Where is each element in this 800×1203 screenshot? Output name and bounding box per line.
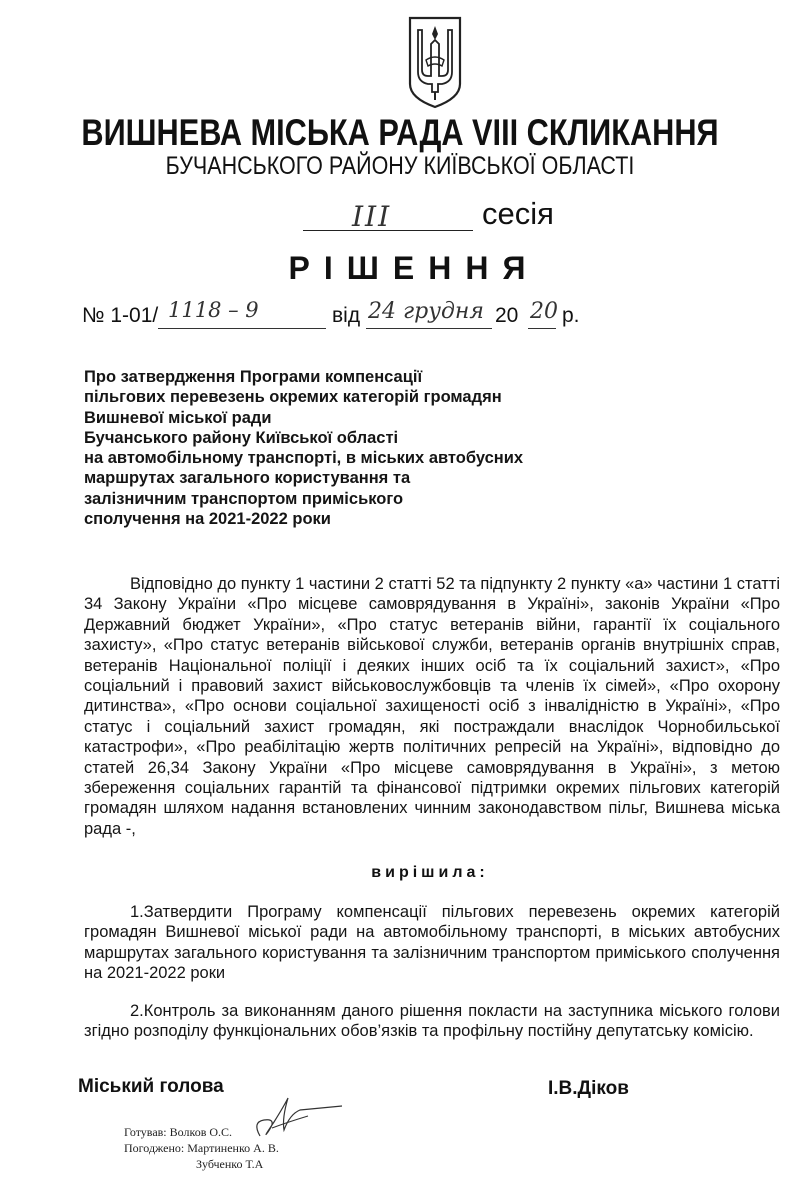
council-name: ВИШНЕВА МІСЬКА РАДА VIII СКЛИКАННЯ [81,112,719,153]
approved-by: Погоджено: Мартиненко А. В. [124,1141,279,1155]
year-prefix: 20 [495,304,519,327]
subject-line: залізничним транспортом приміського [84,489,404,508]
subject-line: Бучанського району Київської області [84,428,399,447]
date-prefix: від [332,304,361,327]
head-title: Міський голова [78,1076,224,1097]
head-name: І.В.Діков [548,1078,629,1099]
subject-line: сполучення на 2021-2022 роки [84,510,331,529]
session-number-handwritten: III [352,200,392,233]
preamble-paragraph: Відповідно до пункту 1 частини 2 статті 52 та підпункту 2 пункту «а» частини 1 статті 34 Закону України «Про місцеве самоврядування в Україні», законів України «Про Державний бюджет України», «Про статус ветеранів війни, гарантії їх соціального захисту», «Про статус ветеранів військової служби, ветеранів органів внутрішніх справ, ветеранів Національної поліції і деяких інших осіб та їх соціальний захист», «Про соціальний і правовий захист військовослужбовців та членів їх сімей», «Про охорону дитинства», «Про основи соціальної захищеності осіб з інвалідністю в Україні», «Про статус і соціальний захист громадян, які постраждали внаслідок Чорнобильської катастрофи», «Про реабілітацію жертв політичних репресій на Україні», відповідно до статей 26,34 Закону України «Про місцеве самоврядування в Україні», з метою збереження соціальних гарантій та фінансової підтримки окремих пільгових категорій громадян шляхом надання встановлених чинним законодавством пільг, Вишнева міська рада -, [84,575,780,838]
document-type-title: РІШЕННЯ [288,250,540,286]
district-name: БУЧАНСЬКОГО РАЙОНУ КИЇВСЬКОЇ ОБЛАСТІ [165,152,635,180]
year-handwritten: 20 [530,299,558,324]
subject-line: пільгових перевезень окремих категорій громадян [84,388,502,407]
handwritten-signature-icon [238,1092,348,1146]
resolution-item-1: 1.Затвердити Програму компенсації пільгових перевезень окремих категорій громадян Вишневої міської ради на автомобільному транспорті, в міських автобусних маршрутах загального користування та залізничним транспортом приміського сполучення на 2021-2022 роки [84,903,780,983]
session-label: сесія [482,196,554,231]
trident-coat-of-arms-icon [406,14,464,110]
subject-line: маршрутах загального користування та [84,469,411,488]
subject-line: Вишневої міської ради [84,408,272,427]
subject-line: Про затвердження Програми компенсації [84,368,423,386]
resolved-label: вирішила: [371,864,489,881]
date-handwritten: 24 грудня [368,299,484,324]
decision-number-prefix: № 1-01/ [82,304,159,327]
decision-number-line [158,328,326,329]
year-line [528,328,556,329]
date-line [366,328,492,329]
year-suffix: р. [562,304,580,327]
prepared-by: Готував: Волков О.С. [124,1125,233,1139]
approved-by-second: Зубченко Т.А [196,1157,264,1171]
resolution-item-2: 2.Контроль за виконанням даного рішення покласти на заступника міського голови згідно розподілу функціональних обов’язків та профільну постійну депутатську комісію. [84,1002,780,1041]
decision-subject [84,367,604,529]
decision-number-handwritten: 1118 – 9 [168,298,259,322]
subject-line: на автомобільному транспорті, в міських автобусних [84,449,524,468]
